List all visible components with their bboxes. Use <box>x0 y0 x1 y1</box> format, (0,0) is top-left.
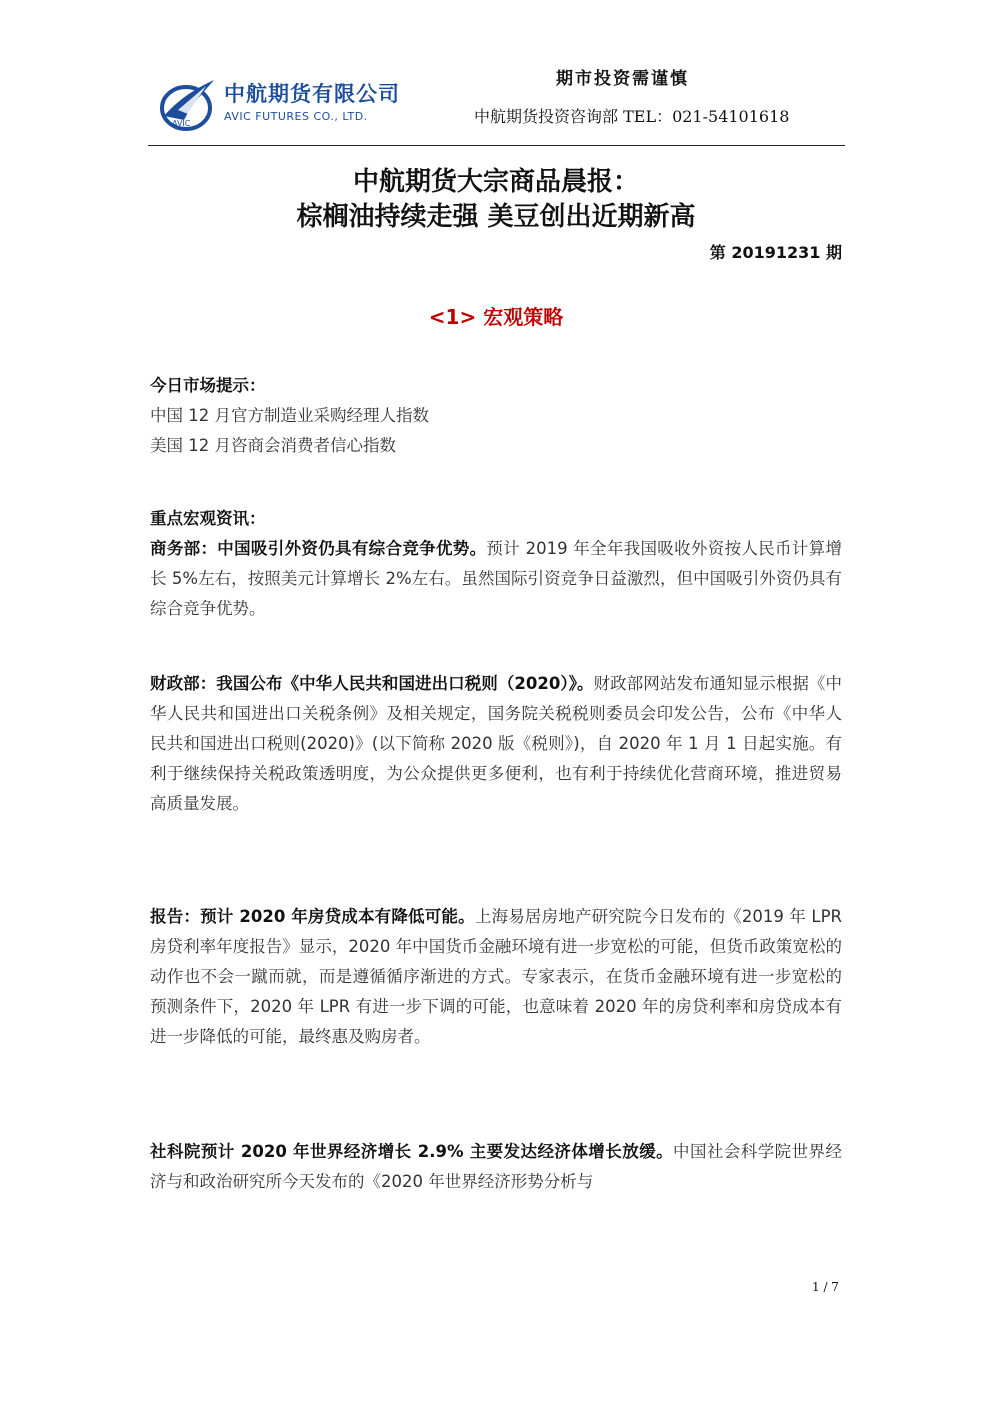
company-logo <box>158 72 418 136</box>
issue-number: 第 20191231 期 <box>709 243 842 262</box>
news-body: 中国社会科学院世界经济与和政治研究所今天发布的《2020 年世界经济形势分析与 <box>150 1142 843 1191</box>
news-item-commerce <box>150 534 842 624</box>
header-divider <box>148 145 845 146</box>
market-tips-heading: 今日市场提示： <box>150 376 266 395</box>
contact-info: 中航期货投资咨询部 TEL：021-54101618 <box>474 107 790 126</box>
page-number: 1 / 7 <box>812 1280 839 1294</box>
news-headline: 社科院预计 2020 年世界经济增长 2.9% 主要发达经济体增长放缓。 <box>150 1142 674 1161</box>
news-item-cass <box>150 1137 842 1197</box>
news-item-finance <box>150 669 842 819</box>
avic-logo-icon <box>158 76 216 134</box>
report-title-line1: 中航期货大宗商品晨报： <box>352 167 639 197</box>
news-body: 上海易居房地产研究院今日发布的《2019 年 LPR 房贷利率年度报告》显示，2020 年中国货币金融环境有进一步宽松的可能，但货币政策宽松的动作也不会一蹴而就，而是遵循循序渐进的方式。专家表示，在货币金融环境有进一步宽松的预测条件下，2020 年 LPR 有进一步下调的可能，也意味着 2020 年的房贷利率和房贷成本有进一步降低的可能，最终惠及购房者。 <box>150 907 842 1046</box>
logo-mark-text: AVIC <box>172 119 191 128</box>
market-tip-item: 中国 12 月官方制造业采购经理人指数 <box>150 406 429 425</box>
risk-warning: 期市投资需谨慎 <box>556 69 689 89</box>
market-tips <box>150 371 842 461</box>
news-headline: 报告：预计 2020 年房贷成本有降低可能。 <box>150 907 475 926</box>
news-body: 财政部网站发布通知显示根据《中华人民共和国进出口关税条例》及相关规定，国务院关税税则委员会印发公告，公布《中华人民共和国进出口税则(2020)》(以下简称 2020 版《税则》)，自 2020 年 1 月 1 日起实施。有利于继续保持关税政策透明度，为公众提供更多便利，也有利于持续优化营商环境，推进贸易高质量发展。 <box>150 674 842 813</box>
macro-news-heading: 重点宏观资讯： <box>150 509 266 528</box>
news-headline: 商务部：中国吸引外资仍具有综合竞争优势。 <box>150 539 487 558</box>
section-title-macro: <1> 宏观策略 <box>428 305 564 329</box>
news-item-mortgage <box>150 902 842 1052</box>
logo-company-name-cn: 中航期货有限公司 <box>224 82 400 106</box>
macro-news-heading-block <box>150 504 842 534</box>
news-headline: 财政部：我国公布《中华人民共和国进出口税则（2020）》。 <box>150 674 594 693</box>
news-body: 预计 2019 年全年我国吸收外资按人民币计算增长 5%左右，按照美元计算增长 2%左右。虽然国际引资竞争日益激烈，但中国吸引外资仍具有综合竞争优势。 <box>150 539 843 618</box>
market-tip-item: 美国 12 月咨商会消费者信心指数 <box>150 436 396 455</box>
report-title-line2: 棕榈油持续走强 美豆创出近期新高 <box>296 202 696 232</box>
logo-company-name-en: AVIC FUTURES CO., LTD. <box>224 110 368 123</box>
